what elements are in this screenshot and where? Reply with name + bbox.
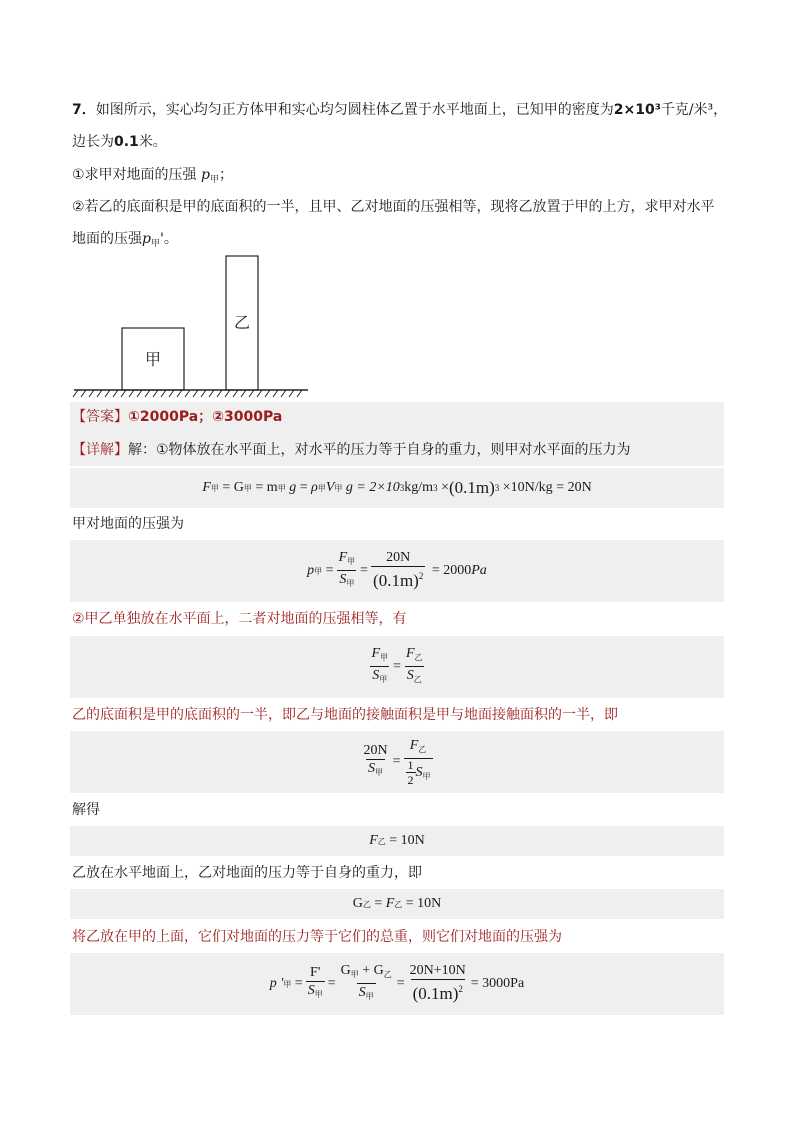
- question-line-2: [72, 132, 167, 152]
- f1-exp: 3: [399, 483, 405, 493]
- explain-text-5: 解得: [72, 802, 100, 818]
- f1-result: ×10N/kg = 20N: [502, 480, 592, 495]
- f7-frac-3: $\frac{20N+10N}{(0.1m)^2}$: [409, 963, 466, 1003]
- explain-label: 【详解】: [72, 442, 128, 458]
- question-part-1: [72, 165, 233, 190]
- f2-p: p: [307, 563, 315, 578]
- f7-frac-1: $\frac{F'}{S_甲}$: [306, 965, 325, 1004]
- question-number: 7．: [72, 102, 96, 118]
- f5-sub: 乙: [377, 836, 386, 846]
- part2-subscript: 甲: [150, 239, 160, 249]
- f1-g: g: [289, 480, 297, 495]
- f2-result: = 2000: [431, 563, 472, 578]
- f1-rho: ρ: [311, 480, 318, 495]
- formula-7: p ' 甲 = $\frac{F'}{S_甲}$ = $\frac{G_甲 + G_乙}{S_甲}$ = $\frac{20N+10N}{(0.1m)^2}$ = 3000Pa: [70, 953, 724, 1015]
- explain-prefix: 解：: [128, 442, 156, 458]
- explain-text-2: 甲对地面的压强为: [72, 516, 184, 532]
- explain-text-6: 乙放在水平地面上，乙对地面的压力等于自身的重力，即: [72, 865, 422, 881]
- explain-text-4: 乙的底面积是甲的底面积的一半，即乙与地面的接触面积是甲与地面接触面积的一半，即: [72, 707, 618, 723]
- explain-text-3: ②甲乙单独放在水平面上，二者对地面的压强相等，有: [72, 611, 407, 627]
- label-yi: 乙: [233, 315, 251, 332]
- label-jia: 甲: [144, 352, 162, 369]
- f1-value: g = 2×10: [345, 480, 400, 495]
- density-value: 2×10³: [613, 102, 661, 118]
- f7-frac-2: $\frac{G_甲 + G_乙}{S_甲}$: [339, 963, 394, 1006]
- formula-6: G 乙 = F 乙 = 10N: [70, 889, 724, 919]
- f6-F: F: [385, 896, 395, 911]
- f1-F: F: [202, 480, 211, 495]
- f1-G: = G: [222, 480, 244, 495]
- explain-text-7: 将乙放在甲的上面，它们对地面的压力等于它们的总重，则它们对地面的压强为: [72, 929, 562, 945]
- part2-prime: ': [159, 231, 164, 247]
- f1-m: = m: [255, 480, 278, 495]
- f3-frac-left: $\frac{F_甲}{S_甲}$: [369, 646, 390, 689]
- f1-paren: (0.1m): [448, 478, 495, 497]
- f2-frac-1: $\frac{F_甲}{S_甲}$: [337, 550, 358, 593]
- part1-subscript: 甲: [209, 175, 219, 185]
- part1-text: ①求甲对地面的压强: [72, 167, 197, 183]
- answer-line: [72, 407, 282, 427]
- formula-5: [70, 826, 724, 856]
- f7-p: p ': [269, 976, 284, 991]
- part2-end: 。: [163, 231, 178, 247]
- side-prefix: 边长为: [72, 134, 114, 150]
- question-line-1: [72, 100, 727, 120]
- f3-frac-right: $\frac{F_乙}{S_乙}$: [404, 646, 425, 689]
- part1-end: ；: [219, 167, 233, 183]
- answer-value: ①2000Pa；②3000Pa: [128, 409, 283, 425]
- f2-frac-2: $\frac{20N}{(0.1m)^2}$: [373, 550, 424, 590]
- explain-text-1: ①物体放在水平面上，对水平的压力等于自身的重力，则甲对水平面的压力为: [156, 442, 631, 458]
- f1-V: V: [325, 480, 335, 495]
- ground-hatching: [73, 390, 302, 397]
- part2-text: 地面的压强: [72, 231, 142, 247]
- blocks-figure: [72, 252, 312, 402]
- f4-frac-right: $F_乙$ $\frac{1}{2}$ $S_甲$: [404, 738, 433, 787]
- f2-unit: Pa: [471, 563, 487, 578]
- question-text: 如图所示，实心均匀正方体甲和实心均匀圆柱体乙置于水平地面上，已知甲的密度为: [95, 102, 614, 118]
- question-part-2-line-1: ②若乙的底面积是甲的底面积的一半，且甲、乙对地面的压强相等，现将乙放置于甲的上方，求甲对水平: [72, 199, 715, 215]
- f6-rhs: = 10N: [405, 896, 442, 911]
- f4-frac-left: $\frac{20N}{S_甲}$: [361, 743, 389, 782]
- f5-F: F: [369, 833, 378, 848]
- answer-label: 【答案】: [72, 409, 128, 425]
- f5-rhs: = 10N: [389, 833, 425, 848]
- f1-unit: kg/m: [404, 480, 434, 495]
- f1-times: ×: [441, 480, 449, 495]
- formula-4: $\frac{20N}{S_甲}$ = $F_乙$ $\frac{1}{2}$ $S_甲$: [70, 731, 724, 793]
- formula-1: F 甲 = G 甲 = m 甲 g = ρ 甲 V 甲 g = 2×10 3 kg/m 3 × (0.1m) 3 ×10N/kg = 20N: [70, 468, 724, 508]
- density-unit: 千克/米³，: [660, 102, 728, 118]
- f7-result: = 3000Pa: [470, 976, 525, 991]
- question-part-2-line-2: [72, 229, 178, 254]
- side-suffix: 米。: [138, 134, 167, 150]
- formula-2: p 甲 = $\frac{F_甲}{S_甲}$ = $\frac{20N}{(0.1m)^2}$ = 2000 Pa: [70, 540, 724, 602]
- formula-3: $\frac{F_甲}{S_甲}$ = $\frac{F_乙}{S_乙}$: [70, 636, 724, 698]
- part2-symbol: p: [142, 231, 151, 247]
- side-value: 0.1: [114, 134, 139, 150]
- f6-G: G: [352, 896, 363, 911]
- part1-symbol: p: [201, 167, 210, 183]
- explain-line-1: [72, 440, 631, 460]
